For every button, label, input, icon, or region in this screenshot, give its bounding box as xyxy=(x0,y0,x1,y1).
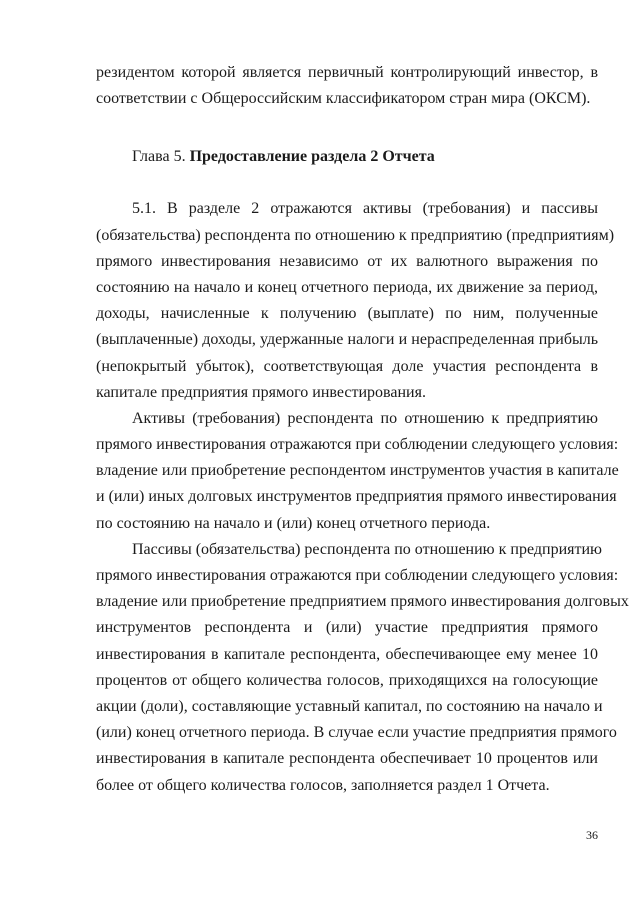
paragraph-liabilities xyxy=(96,537,629,799)
text-line: инструментов респондента и (или) участие предприятия прямого xyxy=(96,619,598,637)
text-line: акции (доли), составляющие уставный капитал, по состоянию на начало и xyxy=(96,697,603,715)
chapter-number: Глава 5. xyxy=(132,148,190,166)
text-line: прямого инвестирования отражаются при соблюдении следующего условия: xyxy=(96,567,619,584)
intro-paragraph xyxy=(96,60,598,112)
text-line: владение или приобретение предприятием прямого инвестирования долговых xyxy=(96,593,629,611)
text-line: прямого инвестирования независимо от их валютного выражения по xyxy=(96,252,598,270)
text-line: и (или) иных долговых инструментов предприятия прямого инвестирования xyxy=(96,488,617,506)
text-line: (обязательства) респондента по отношению к предприятию (предприятиям) xyxy=(96,226,615,244)
text-line: инвестирования в капитале респондента обеспечивает 10 процентов или xyxy=(96,750,598,768)
text-line: резидентом которой является первичный контролирующий инвестор, в xyxy=(96,64,598,81)
text-line: Активы (требования) респондента по отношению к предприятию xyxy=(132,409,598,427)
page-number: 36 xyxy=(586,828,598,842)
text-line: владение или приобретение респондентом инструментов участия в капитале xyxy=(96,462,619,480)
chapter-title: Предоставление раздела 2 Отчета xyxy=(189,148,435,166)
text-line: Пассивы (обязательства) респондента по отношению к предприятию xyxy=(132,540,602,558)
text-line: 5.1. В разделе 2 отражаются активы (требования) и пассивы xyxy=(132,200,598,218)
chapter-heading xyxy=(96,144,598,170)
text-line: инвестирования в капитале респондента, обеспечивающее ему менее 10 xyxy=(96,645,598,663)
text-line: процентов от общего количества голосов, приходящихся на голосующие xyxy=(96,671,598,689)
paragraph-5-1 xyxy=(96,196,615,406)
paragraph-assets xyxy=(96,406,619,537)
text-line: по состоянию на начало и (или) конец отчетного периода. xyxy=(96,514,491,532)
text-line: состоянию на начало и конец отчетного периода, их движение за период, xyxy=(96,278,598,296)
text-line: прямого инвестирования отражаются при соблюдении следующего условия: xyxy=(96,436,619,454)
text-line: (непокрытый убыток), соответствующая доле участия респондента в xyxy=(96,357,598,375)
text-line: (или) конец отчетного периода. В случае если участие предприятия прямого xyxy=(96,724,617,742)
document-page xyxy=(96,60,629,799)
text-line: более от общего количества голосов, заполняется раздел 1 Отчета. xyxy=(96,776,550,794)
text-line: соответствии с Общероссийским классификатором стран мира (ОКСМ). xyxy=(96,90,591,108)
text-line: капитале предприятия прямого инвестирования. xyxy=(96,383,426,401)
text-line: (выплаченные) доходы, удержанные налоги и нераспределенная прибыль xyxy=(96,331,598,349)
text-line: доходы, начисленные к получению (выплате) по ним, полученные xyxy=(96,305,598,323)
